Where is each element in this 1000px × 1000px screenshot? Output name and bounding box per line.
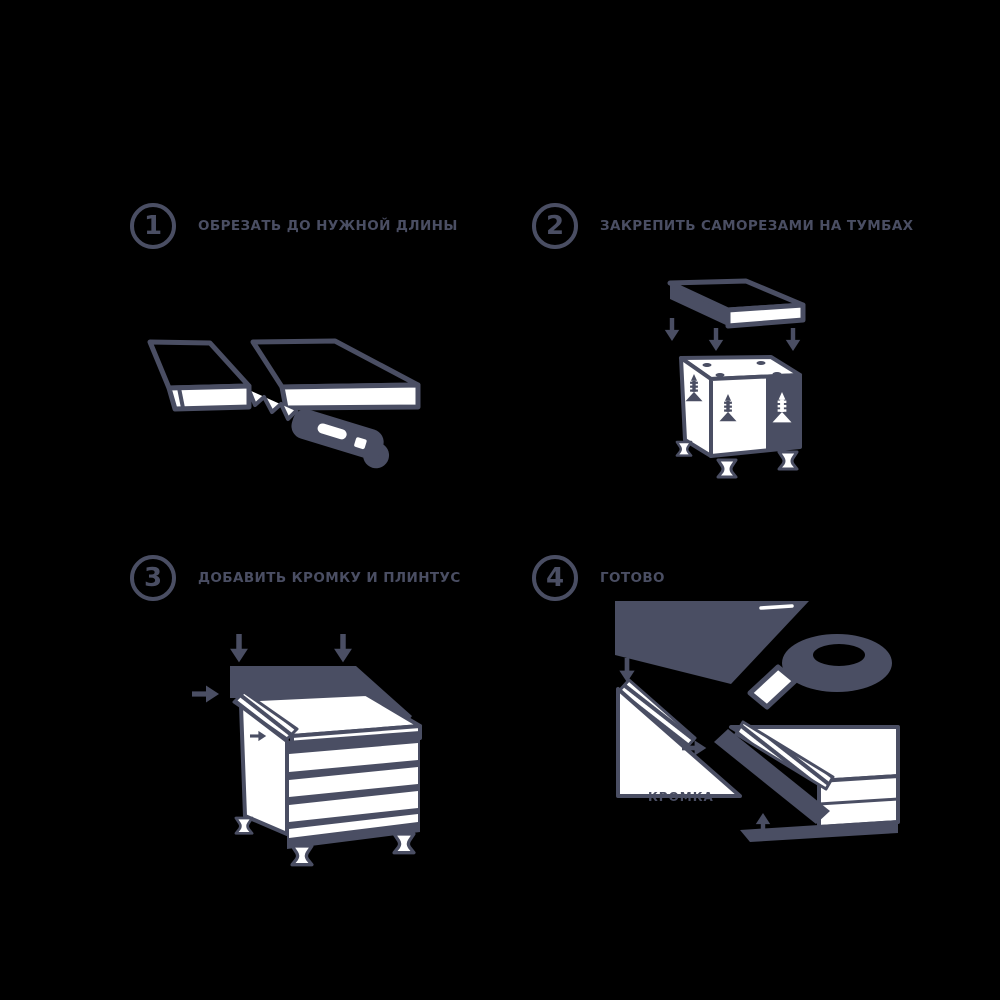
- cabinet-leg: [718, 460, 736, 477]
- board-right: [253, 341, 418, 408]
- step-4-illustration-finished-edge: [590, 590, 900, 850]
- step-3-title: ДОБАВИТЬ КРОМКУ И ПЛИНТУС: [198, 570, 461, 586]
- step-2-title: ЗАКРЕПИТЬ САМОРЕЗАМИ НА ТУМБАХ: [600, 218, 914, 234]
- cabinet-leg: [779, 452, 797, 469]
- countertop-corner: [714, 722, 898, 842]
- step-3-illustration-edge-and-plinth: [180, 620, 440, 880]
- arrow-down-icon: [665, 318, 679, 341]
- step-2-header: [532, 203, 913, 249]
- cabinet-leg: [236, 818, 252, 833]
- arrow-down-icon: [786, 328, 800, 351]
- arrow-down-icon: [230, 634, 248, 662]
- base-cabinet: [677, 357, 800, 477]
- cabinet-leg: [292, 846, 312, 865]
- countertop-slab: [670, 281, 803, 326]
- cabinet-leg: [677, 442, 691, 456]
- arrow-down-icon: [334, 634, 352, 662]
- step-3-badge: 3: [130, 555, 176, 601]
- shelf-unit: [287, 731, 420, 849]
- step-4-badge: 4: [532, 555, 578, 601]
- step-1-badge: 1: [130, 203, 176, 249]
- arrow-down-icon: [619, 658, 634, 682]
- step-3-header: [130, 555, 461, 601]
- step-4-title: ГОТОВО: [600, 570, 665, 586]
- edge-tape-roll-icon: [750, 634, 892, 707]
- edge-banding-label: КРОМКА: [648, 790, 714, 804]
- step-2-badge: 2: [532, 203, 578, 249]
- step-1-illustration-cut-to-length: [130, 330, 450, 475]
- board-left: [150, 342, 249, 409]
- arrow-right-icon: [192, 686, 219, 703]
- step-1-title: ОБРЕЗАТЬ ДО НУЖНОЙ ДЛИНЫ: [198, 218, 458, 234]
- cabinet-leg: [394, 834, 414, 853]
- step-1-header: [130, 203, 458, 249]
- step-2-illustration-fasten-with-screws: [630, 270, 850, 500]
- arrow-down-icon: [709, 328, 723, 351]
